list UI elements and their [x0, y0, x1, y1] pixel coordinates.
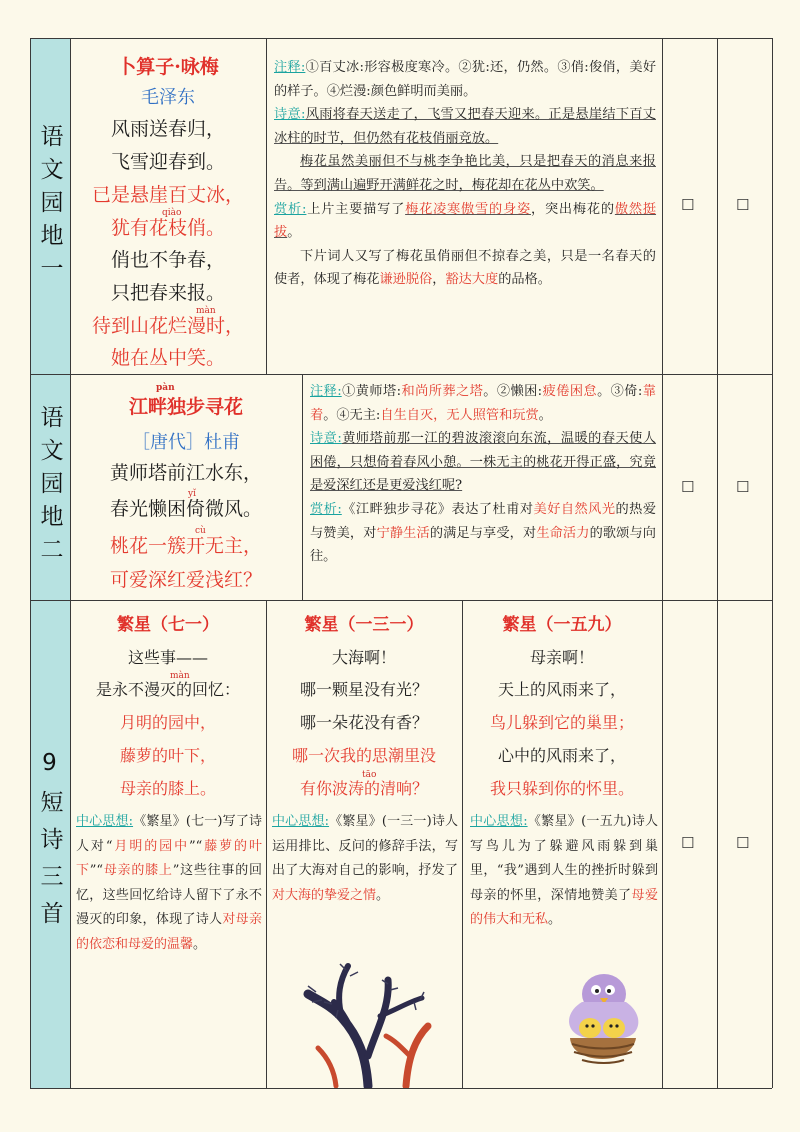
poem3-t2: 母爱的伟大和无私: [470, 887, 658, 927]
row1-appr-d: 傲然挺拔: [274, 201, 657, 241]
poem1-t3: ”“: [189, 838, 203, 854]
row3-label-cell: [30, 600, 70, 1088]
row1-line-1: 风雨送春归，: [110, 118, 225, 140]
poem1-line-2: [70, 671, 266, 700]
row2-n5: 。: [538, 407, 552, 423]
row2-line-2-text: 春光懒困倚微风。: [109, 498, 262, 520]
poem1-t6: 母亲的膝上: [103, 863, 173, 878]
poem2-t1: 《繁星》(一三一)诗人运用排比、反问的修辞手法，写出了大海对自己的影响，抒发了: [272, 814, 458, 878]
row2-meaning-tag: 诗意:: [310, 431, 342, 447]
row1-line-7: [70, 306, 266, 337]
row3-checkbox-2[interactable]: ☐: [736, 834, 750, 852]
row1-appr2-b: 谦逊脱俗: [379, 272, 433, 288]
row2-line-2: [70, 489, 302, 520]
poem2-line-5-text: 有你波涛的清响？: [299, 779, 428, 798]
row1-appr2-a: 下片词人又写了梅花虽俏丽但不掠春之美，只是一名春天的使者，体现了梅花: [274, 248, 656, 288]
poem3-tag: 中心思想:: [470, 814, 528, 829]
poem2-line-3: 哪一朵花没有香？: [299, 713, 428, 732]
row1-appreciation-tag: 赏析:: [274, 201, 307, 217]
poem3-line-4: 心中的风雨来了，: [497, 746, 626, 765]
row1-meaning-tag: 诗意:: [274, 107, 306, 123]
poem1-t2: 月明的园中: [112, 838, 189, 854]
row2-a6: 生命活力: [536, 525, 590, 541]
row1-line-3: 已是悬崖百丈冰，: [91, 184, 244, 206]
poem2-t2: 对大海的挚爱之情: [272, 887, 377, 903]
row2-label-cell: [30, 374, 70, 600]
poem3-line-1: 母亲啊！: [529, 648, 594, 667]
poem2-line-4: 哪一次我的思潮里没: [291, 746, 436, 765]
row2-n3r: 靠着: [310, 384, 656, 423]
row1-appr2-d: 豁达大度: [445, 272, 499, 288]
row1-line-8: 她在丛中笑。: [110, 347, 225, 369]
row1-line-5: 俏也不争春，: [110, 249, 225, 271]
poem2-line-1: 大海啊！: [331, 648, 396, 667]
pinyin-yi: yǐ: [188, 489, 196, 499]
poem2-title: 繁星（一三一）: [304, 615, 424, 635]
row2-line-3: [70, 526, 302, 557]
pinyin-cu: cù: [195, 526, 206, 536]
row2-line-1: 黄师塔前江水东，: [109, 462, 262, 484]
poem3-summary: [470, 810, 658, 933]
row2-a5: 的满足与享受，对: [429, 525, 537, 541]
poem3-t1: 《繁星》(一五九)诗人写鸟儿为了躲避风雨躲到巢里，“我”遇到人生的挫折时躲到母亲的怀里，深情地赞美了: [470, 814, 658, 903]
row1-notes: [274, 56, 656, 292]
row2-a2: 美好自然风光: [533, 501, 616, 517]
pinyin-man-2: màn: [170, 671, 190, 681]
row2-n2r: 疲倦困怠: [542, 384, 598, 399]
poem2-line-2: 哪一颗星没有光？: [299, 680, 428, 699]
row2-notes: [310, 380, 656, 569]
row2-label: 语文园地二: [36, 404, 63, 570]
row1-line-4-text: 犹有花枝俏。: [110, 217, 225, 239]
poem1-t1: 《繁星》(七一)写了诗人对“: [76, 814, 262, 854]
row2-a1: 《江畔独步寻花》表达了杜甫对: [341, 501, 534, 517]
poem2-tag: 中心思想:: [272, 814, 330, 829]
row1-appr2-e: 的品格。: [498, 272, 551, 288]
row1-appr-b: 梅花凌寒傲雪的身姿: [405, 201, 531, 217]
coral-illustration: [296, 956, 446, 1088]
row1-line-4: [70, 208, 266, 239]
pinyin-qiao: qiào: [162, 208, 182, 218]
row2-checkbox-2[interactable]: ☐: [736, 478, 750, 496]
poem3-t3: 。: [548, 912, 562, 927]
poem1-t4: 藤萝的叶下: [76, 838, 262, 878]
poem1-t8: 对母亲的依恋和母爱的温馨: [76, 912, 262, 952]
row2-n1r: 和尚所葬之塔: [401, 384, 484, 399]
pinyin-man: màn: [196, 306, 216, 316]
poem1-line-3: 月明的园中，: [119, 713, 216, 732]
row2-a7: 的歌颂与向往。: [310, 525, 656, 565]
row2-appreciation-tag: 赏析:: [310, 501, 342, 517]
poem1-t7: ”这些往事的回忆，这些回忆给诗人留下了永不漫灭的印象，体现了诗人: [76, 863, 262, 927]
row1-appr-e: 。: [287, 225, 301, 241]
pinyin-tao: tāo: [362, 770, 377, 780]
row2-meaning-text: 黄师塔前那一江的碧波滚滚向东流，温暖的春天使人困倦，只想倚着春风小憩。一株无主的桃花开得正盛，究竟是爱深红还是更爱浅红呢?: [310, 431, 657, 494]
poem1-line-4: 藤萝的叶下，: [119, 746, 216, 765]
poem2-line-5: [266, 770, 462, 799]
row2-n2: 。②懒困:: [483, 384, 543, 399]
row2-poem-title: [70, 383, 302, 419]
row2-checkbox-1[interactable]: ☐: [681, 478, 695, 496]
row2-poem-author: ［唐代］杜甫: [132, 432, 240, 453]
row1-line-6: 只把春来报。: [110, 282, 225, 304]
poem1-title: 繁星（七一）: [117, 615, 219, 635]
row2-a4: 宁静生活: [376, 525, 430, 541]
row2-n1: ①黄师塔:: [341, 384, 402, 399]
poem2-summary: [272, 810, 458, 908]
row3-checkbox-1[interactable]: ☐: [681, 834, 695, 852]
poem1-line-5: 母亲的膝上。: [119, 779, 216, 798]
row1-label-cell: [30, 38, 70, 374]
row2-a3: 的热爱与赞美，对: [310, 501, 657, 541]
poem1-t9: 。: [193, 936, 207, 952]
row1-poem-author: 毛泽东: [141, 87, 195, 108]
row1-label: 语文园地一: [36, 123, 63, 289]
row1-meaning-text: 风雨将春天送走了，飞雪又把春天迎来。正是悬崖结下百丈冰柱的时节，但仍然有花枝俏丽竞放。: [274, 107, 656, 146]
poem2-t3: 。: [376, 887, 390, 903]
row2-line-3-text: 桃花一簇开无主，: [109, 535, 262, 557]
row1-poem-title: 卜算子·咏梅: [117, 56, 219, 78]
poem3-line-2: 天上的风雨来了，: [497, 680, 626, 699]
row2-line-4: 可爱深红爱浅红？: [109, 569, 262, 591]
poem1-line-2-text: 是永不漫灭的回忆：: [95, 680, 240, 699]
row2-note-tag: 注释:: [310, 384, 342, 399]
row2-title-text: 江畔独步寻花: [128, 396, 243, 418]
row1-checkbox-1[interactable]: ☐: [681, 196, 695, 214]
poem3-line-5: 我只躲到你的怀里。: [489, 779, 634, 798]
row1-appr2-c: ，: [432, 272, 446, 288]
poem1-summary: [76, 810, 262, 957]
row1-appr-c: ，突出梅花的: [530, 201, 615, 217]
bird-nest-illustration: [552, 966, 652, 1076]
poem3-line-3: 鸟儿躲到它的巢里；: [489, 713, 634, 732]
row2-n3: 。③倚:: [597, 384, 643, 399]
pinyin-pan: pàn: [156, 383, 175, 393]
poem3-title: 繁星（一五九）: [502, 615, 622, 635]
poem1-tag: 中心思想:: [76, 814, 134, 829]
row1-meaning-text2: 梅花虽然美丽但不与桃李争艳比美，只是把春天的消息来报告。等到满山遍野开满鲜花之时，梅花却在花丛中欢笑。: [274, 154, 656, 193]
row3-label: 9短诗三首: [36, 750, 63, 938]
poem1-line-1: 这些事——: [127, 648, 208, 667]
row1-line-2: 飞雪迎春到。: [110, 151, 225, 173]
poem1-t5: ”“: [89, 863, 104, 878]
row2-n4r: 自生自灭，无人照管和玩赏: [380, 407, 539, 423]
row1-checkbox-2[interactable]: ☐: [736, 196, 750, 214]
row1-line-7-text: 待到山花烂漫时，: [91, 315, 244, 337]
row1-note-text: ①百丈冰:形容极度寒冷。②犹:还，仍然。③俏:俊俏，美好的样子。④烂漫:颜色鲜明而美丽。: [274, 60, 657, 99]
row1-appr-a: 上片主要描写了: [306, 201, 406, 217]
row2-n4: 。④无主:: [323, 407, 381, 423]
worksheet-table: [30, 38, 772, 1088]
row1-note-tag: 注释:: [274, 60, 306, 75]
